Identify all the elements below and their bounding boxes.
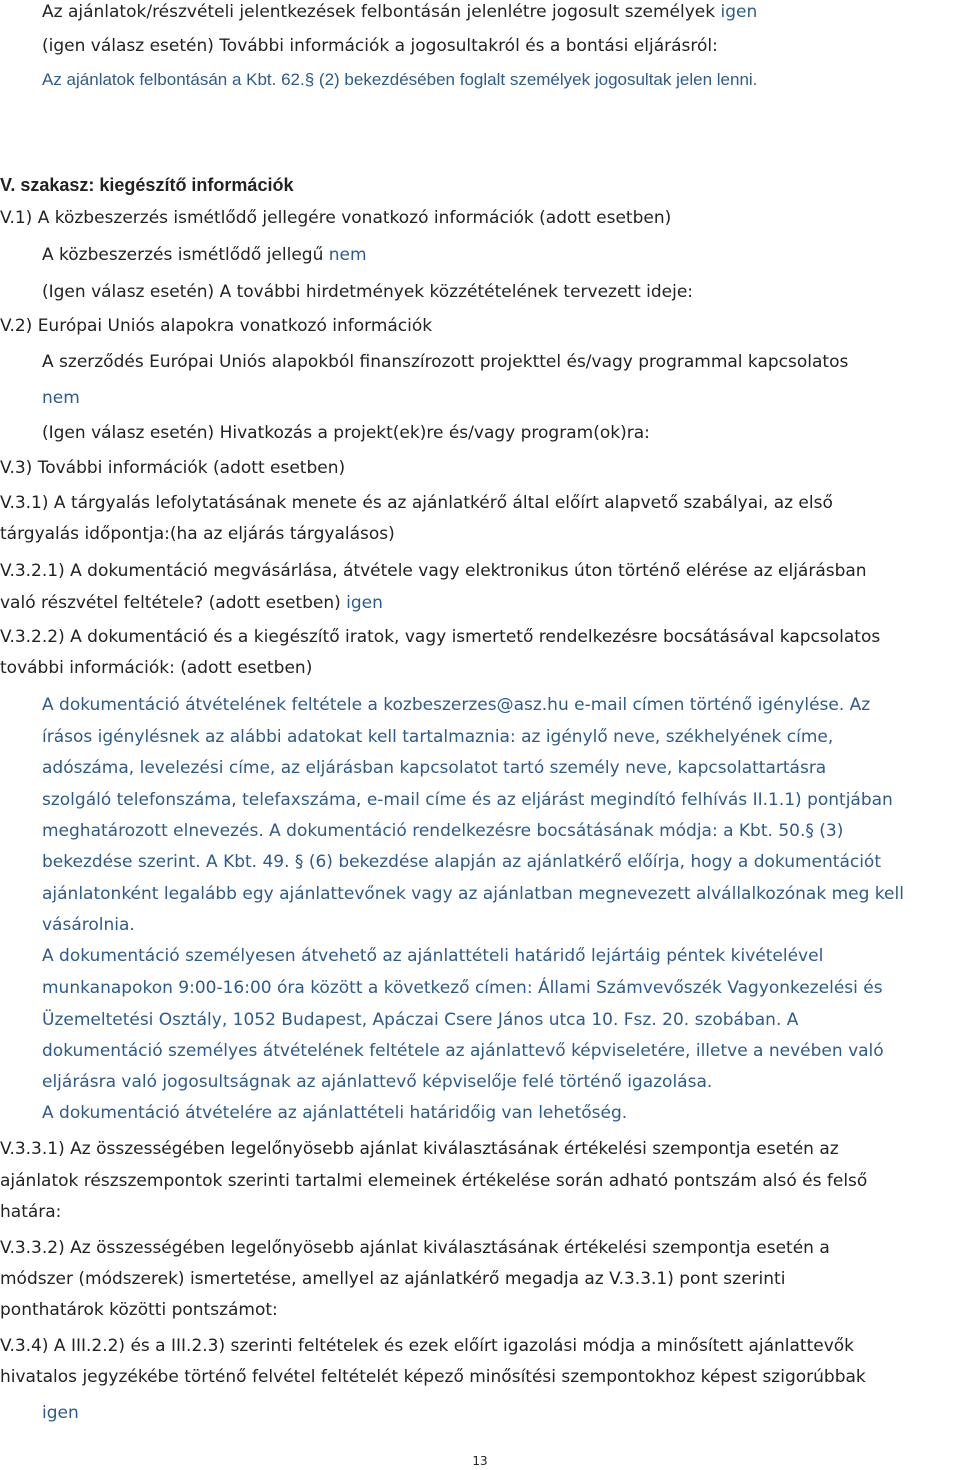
v34-line-2: hivatalos jegyzékébe történő felvétel feltételét képező minősítési szempontokhoz képest szigorúbbak — [0, 1367, 866, 1387]
v322-line-2: további információk: (adott esetben) — [0, 658, 313, 678]
v322-body-line: A dokumentáció átvételére az ajánlattételi határidőig van lehetőség. — [42, 1103, 628, 1123]
v321-line-1: V.3.2.1) A dokumentáció megvásárlása, átvétele vagy elektronikus úton történő elérése az eljárásban — [0, 561, 867, 581]
v34-value: igen — [42, 1403, 79, 1423]
v322-body-line: vásárolnia. — [42, 915, 135, 935]
v332-line-2: módszer (módszerek) ismertetése, amellyel az ajánlatkérő megadja az V.3.3.1) pont szerinti — [0, 1269, 786, 1289]
v2-eu-funds-value: nem — [42, 388, 80, 408]
v1-recurring-label: A közbeszerzés ismétlődő jellegű — [42, 245, 329, 265]
v1-followup: (Igen válasz esetén) A további hirdetmények közzétételének tervezett ideje: — [42, 282, 694, 302]
v331-line-1: V.3.3.1) Az összességében legelőnyösebb ajánlat kiválasztásának értékelési szempontja esetén az — [0, 1139, 839, 1159]
v1-recurring-line — [42, 245, 367, 265]
v322-body-line: adószáma, levelezési címe, az eljárásban kapcsolatot tartó személy neve, kapcsolattartásra — [42, 758, 827, 778]
v321-line-2 — [0, 593, 383, 613]
v322-body-line: dokumentáció személyes átvételének feltétele az ajánlattevő képviseletére, illetve a nevében való — [42, 1041, 884, 1061]
v322-body-line: munkanapokon 9:00-16:00 óra között a következő címen: Állami Számvevőszék Vagyonkezelési és — [42, 978, 883, 998]
v34-line-1: V.3.4) A III.2.2) és a III.2.3) szerinti feltételek és ezek előírt igazolási módja a minősített ajánlattevők — [0, 1336, 855, 1356]
attendance-value: igen — [720, 2, 758, 22]
attendance-label: Az ajánlatok/részvételi jelentkezések felbontásán jelenlétre jogosult személyek — [42, 2, 721, 22]
v322-body-line: meghatározott elnevezés. A dokumentáció rendelkezésre bocsátásának módja: a Kbt. 50.§ (3) — [42, 821, 844, 841]
v322-body-line: bekezdése szerint. A Kbt. 49. § (6) bekezdése alapján az ajánlatkérő előírja, hogy a dokumentációt — [42, 852, 881, 872]
attendance-info-question: (igen válasz esetén) További információk a jogosultakról és a bontási eljárásról: — [42, 36, 718, 56]
v322-body-line: szolgáló telefonszáma, telefaxszáma, e-mail címe és az eljárást megindító felhívás II.1.1) pontjában — [42, 790, 893, 810]
v331-line-2: ajánlatok részszempontok szerinti tartalmi elemeinek értékelése során adható pontszám alsó és felső — [0, 1171, 868, 1191]
v322-line-1: V.3.2.2) A dokumentáció és a kiegészítő iratok, vagy ismertető rendelkezésre bocsátásával kapcsolatos — [0, 627, 881, 647]
v332-line-1: V.3.3.2) Az összességében legelőnyösebb ajánlat kiválasztásának értékelési szempontja esetén a — [0, 1238, 830, 1258]
v1-heading: V.1) A közbeszerzés ismétlődő jellegére vonatkozó információk (adott esetben) — [0, 208, 672, 228]
v1-recurring-value: nem — [328, 245, 367, 265]
v322-body-line: ajánlatonként legalább egy ajánlattevőnek vagy az ajánlatban megnevezett alvállalkozónak meg kell — [42, 884, 904, 904]
v322-body-line: A dokumentáció átvételének feltétele a kozbeszerzes@asz.hu e-mail címen történő igénylése. Az — [42, 695, 871, 715]
v332-line-3: ponthatárok közötti pontszámot: — [0, 1300, 278, 1320]
attendance-line — [42, 2, 757, 22]
v322-body-line: A dokumentáció személyesen átvehető az ajánlattételi határidő lejártáig péntek kivételével — [42, 946, 824, 966]
v2-followup: (Igen válasz esetén) Hivatkozás a projekt(ek)re és/vagy program(ok)ra: — [42, 423, 650, 443]
section-v-title: V. szakasz: kiegészítő információk — [0, 175, 294, 195]
v31-line-1: V.3.1) A tárgyalás lefolytatásának menete és az ajánlatkérő által előírt alapvető szabályai, az első — [0, 493, 833, 513]
v321-value: igen — [346, 593, 383, 613]
v322-body-line: írásos igénylésnek az alábbi adatokat kell tartalmaznia: az igénylő neve, székhelyének címe, — [42, 727, 834, 747]
v31-line-2: tárgyalás időpontja:(ha az eljárás tárgyalásos) — [0, 524, 395, 544]
v321-label: való részvétel feltétele? (adott esetben) — [0, 593, 347, 613]
v331-line-3: határa: — [0, 1202, 62, 1222]
v2-heading: V.2) Európai Uniós alapokra vonatkozó információk — [0, 316, 433, 336]
v3-heading: V.3) További információk (adott esetben) — [0, 458, 346, 478]
v322-body-line: Üzemeltetési Osztály, 1052 Budapest, Apáczai Csere János utca 10. Fsz. 20. szobában. A — [42, 1010, 799, 1030]
attendance-info-answer: Az ajánlatok felbontásán a Kbt. 62.§ (2) bekezdésében foglalt személyek jogosultak jelen lenni. — [42, 70, 758, 89]
v2-eu-funds-label: A szerződés Európai Uniós alapokból finanszírozott projekttel és/vagy programmal kapcsolatos — [42, 352, 849, 372]
page-number: 13 — [472, 1454, 488, 1468]
v322-body-line: eljárásra való jogosultságnak az ajánlattevő képviselője felé történő igazolása. — [42, 1072, 713, 1092]
